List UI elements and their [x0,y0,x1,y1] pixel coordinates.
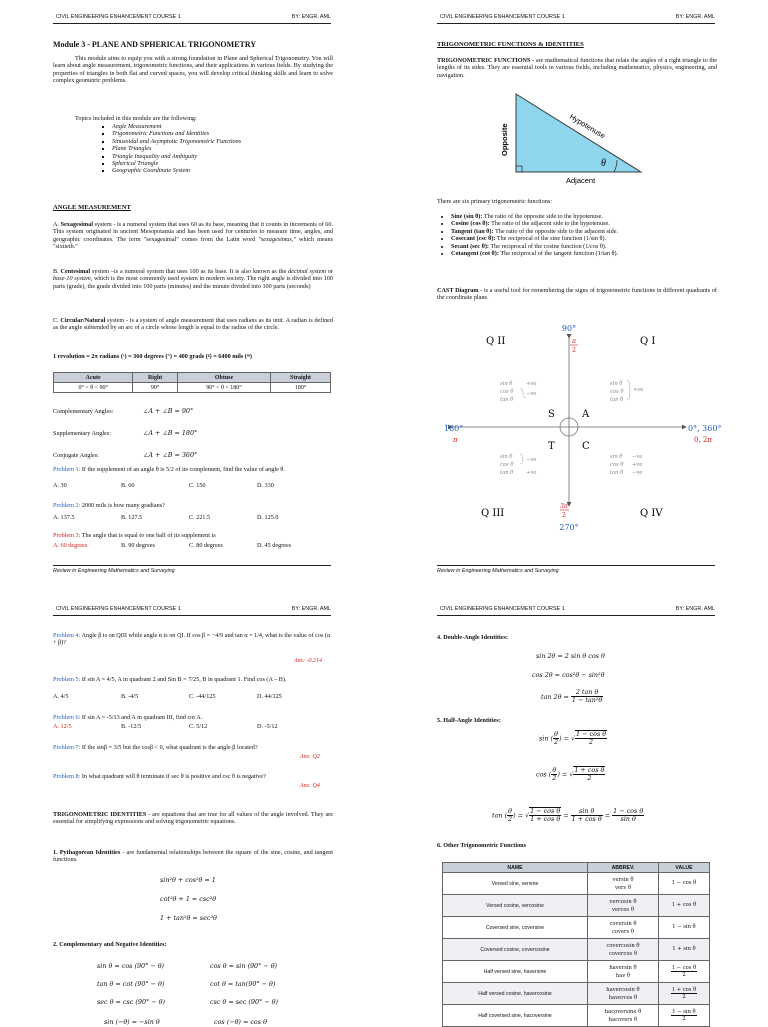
complementary-identity: sec θ = csc (90° − θ) [97,998,165,1006]
negative-identity: sin (−θ) = −sin θ [104,1018,160,1026]
value-cell: $\frac{\text{1 − sin θ}}{2}$ [659,1005,710,1027]
svg-text:+ve: +ve [632,462,643,468]
svg-text:−ve: −ve [632,454,643,460]
svg-text:cos θ: cos θ [610,389,624,395]
function-name-cell: Half versed sine, haversine [443,961,588,983]
angle-270-label: 270° [559,523,579,532]
abbrev-cell: versin θ vers θ [588,873,659,895]
q3-signs [500,454,536,476]
svg-text:tan θ: tan θ [610,470,624,476]
author: BY: ENGR. AML [675,14,715,20]
value-cell: $\frac{\text{1 + cos θ}}{2}$ [659,983,710,1005]
theta-label: θ [601,158,606,169]
problem-1-options: A. 30 B. 60 C. 150 D. 330 [53,482,274,489]
q4-signs [610,454,642,476]
half-angle-tan: tan ( $\frac{\theta}{2}$ ) = √ $\frac{\text{1 − cos θ}}{\text{1 + cos θ}}$ = $\frac{\text{sin θ}}{\text{1 + cos θ}}$ = $\frac{\text{1 − cos θ}}{\text{sin θ}}$ [492,806,644,824]
table-header: VALUE [659,863,710,873]
quadrant-4-label: Q IV [640,508,663,519]
cast-T: T [548,441,555,452]
topic-item: ▪ Plane Triangles [112,145,241,152]
double-angle-tan: tan 2θ = $\frac{\text{2 tan θ}}{\text{1 − tan²θ}}$ [541,688,603,705]
angle-3pi-over-2-den: 2 [562,512,566,519]
abbrev-cell: vercosin θ vercos θ [588,895,659,917]
function-name-cell: Half versed cosine, havercosine [443,983,588,1005]
pythagorean-identity: cot²θ + 1 = csc²θ [160,895,217,903]
double-angle-title: 4. Double-Angle Identities: [437,634,508,641]
topics-intro: Topics included in this module are the following: [75,115,197,122]
problem-5-options: A. 4/5 B. -4/5 C. -44/125 D. 44/125 [53,693,282,700]
topic-item: ▪ Trigonometric Functions and Identities [112,130,241,137]
function-name-cell: Half coversed sine, hacoversine [443,1005,588,1027]
complementary-title: 2. Complementary and Negative Identities: [53,941,167,948]
angle-90-label: 90° [561,324,577,333]
problem-2: Problem 2: 2000 mils is how many gradians? [53,502,165,509]
module-intro: This module aims to equip you with a strong foundation in Plane and Spherical Trigonometry. You will learn about angle measurement, trigonometric functions, and their applications in various fields. By studying the properties of triangles in both flat and curved spaces, you will develop critical thinking skills and learn to solve complex geometric problems. [53,55,333,85]
page-2 [384,0,768,580]
value-cell: 1 − sin θ [659,917,710,939]
svg-text:sin θ: sin θ [500,381,513,387]
double-angle-identity: cos 2θ = cos²θ − sin²θ [532,671,605,679]
svg-text:tan θ: tan θ [500,470,514,476]
section-heading: ANGLE MEASUREMENT [53,204,131,211]
function-name-cell: Versed sine, versine [443,873,588,895]
svg-text:tan θ: tan θ [610,397,624,403]
topic-item: ▪ Triangle Inequality and Ambiguity [112,153,241,160]
complementary-identity: tan θ = cot (90° − θ) [97,980,165,988]
half-angle-title: 5. Half-Angle Identities: [437,717,501,724]
function-item: • Sine (sin θ): The ratio of the opposite side to the hypotenuse. [451,213,721,220]
cast-intro: CAST Diagram - is a useful tool for remembering the signs of trigonometric functions in different quadrants of the coordinate plane. [437,287,717,302]
course-title: CIVIL ENGINEERING ENHANCEMENT COURSE 1 [440,14,565,20]
functions-list [441,213,721,257]
problem-1: Problem 1: If the supplement of an angle θ is 5/2 of its complement, find the value of angle θ. [53,466,285,473]
table-row [443,1005,710,1027]
complementary-identity: csc θ = sec (90° − θ) [210,998,278,1006]
problem-3-options: A. 60 degrees B. 90 degrees C. 80 degrees D. 45 degrees [53,542,292,549]
author: BY: ENGR. AML [675,606,715,612]
value-cell: 1 + sin θ [659,939,710,961]
page-header [53,13,331,24]
page-footer: Review in Engineering Mathematics and Surveying [437,565,715,574]
svg-text:cos θ: cos θ [500,462,514,468]
svg-text:−ve: −ve [526,457,537,463]
trig-functions-intro: TRIGONOMETRIC FUNCTIONS - are mathematical functions that relate the angles of a right triangle to the lengths of its sides. They are essential tools in various fields, including mathematics, physics, engineering, and navigation. [437,57,717,79]
identities-intro: TRIGONOMETRIC IDENTITIES - are equations that are true for all values of the angle involved. They are essential for simplifying expressions and solving trigonometric equations. [53,811,333,826]
angle-pair: Complementary Angles: ∠A + ∠B = 90° [53,407,194,415]
topic-item: ▪ Spherical Triangle [112,160,241,167]
problem-6: Problem 6: If sin A = -5/13 and A in quadrant III, find cot A. [53,714,203,721]
page-header [437,13,715,24]
other-functions-title: 6. Other Trigonometric Functions [437,842,527,849]
abbrev-cell: covercosin θ covercos θ [588,939,659,961]
topic-item: ▪ Angle Measurement [112,123,241,130]
function-item: • Secant (sec θ): The reciprocal of the cosine function (1/cos θ). [451,243,721,250]
function-item: • Cotangent (cot θ): The reciprocal of the tangent function (1/tan θ). [451,250,721,257]
author: BY: ENGR. AML [291,606,331,612]
pythagorean-intro: 1. Pythagorean Identities - are fundamental relationships between the square of the sine, cosine, and tangent functions. [53,849,333,864]
revolution-equation: 1 revolution = 2π radians (ᶜ) = 360 degrees (°) = 400 grads (ᵍ) = 6400 mils (ᵐ) [53,353,252,360]
problem-4: Problem 4: Angle β is on QIII while angle α is on QI. If cos β = −4/9 and tan α = 1/4, what is the value of cos (α + β)? [53,632,331,647]
problem-7-answer: Ans: Q2 [300,754,320,760]
angle-0-360-label: 0°, 360° [688,424,722,433]
table-header: Straight [271,373,331,383]
svg-text:+ve: +ve [633,387,644,393]
opposite-label: Opposite [500,123,509,156]
author: BY: ENGR. AML [291,14,331,20]
cast-diagram [444,318,722,543]
abbrev-cell: coversin θ covers θ [588,917,659,939]
centesimal-paragraph: B. Centesimal system –is a numeral system that uses 100 as its base. It is also known as the decimal system or base-10 system, which is the most commonly used system in modern society. The right angle is divided into 100 parts (grade), the grade divided into 100 parts (minutes) and the minute divided into 100 parts (seconds) [53,268,333,290]
page-3 [0,592,384,1024]
svg-text:cos θ: cos θ [500,389,514,395]
quadrant-2-label: Q II [486,336,506,347]
table-row [443,917,710,939]
angle-pair: Supplementary Angles: ∠A + ∠B = 180° [53,429,198,437]
module-title: Module 3 - PLANE AND SPHERICAL TRIGONOMETRY [53,40,257,49]
table-row [443,961,710,983]
double-angle-identity: sin 2θ = 2 sin θ cos θ [536,652,605,660]
value-cell: 1 − cos θ [659,873,710,895]
cast-A: A [582,409,590,420]
function-item: • Tangent (tan θ): The ratio of the opposite side to the adjacent side. [451,228,721,235]
svg-text:+ve: +ve [526,381,537,387]
course-title: CIVIL ENGINEERING ENHANCEMENT COURSE 1 [440,606,565,612]
svg-text:−ve: −ve [526,391,537,397]
section-heading: TRIGONOMETRIC FUNCTIONS & IDENTITIES [437,41,584,48]
svg-text:sin θ: sin θ [610,381,623,387]
quadrant-3-label: Q III [481,508,505,519]
table-header: ABBREV. [588,863,659,873]
table-cell: 90° [133,383,178,393]
table-cell: 0° < θ < 90° [54,383,133,393]
page-1 [0,0,384,512]
cast-S: S [548,409,555,420]
abbrev-cell: hacoversine θ hacovers θ [588,1005,659,1027]
table-cell: 180° [271,383,331,393]
angle-180-label: 180° [444,424,464,433]
table-row [443,895,710,917]
complementary-identity: cot θ = tan(90° − θ) [210,980,276,988]
page-header [53,605,331,616]
table-header: NAME [443,863,588,873]
value-cell: 1 + cos θ [659,895,710,917]
problem-8-answer: Ans: Q4 [300,783,320,789]
right-triangle-diagram [489,88,659,188]
table-header: Acute [54,373,133,383]
svg-text:cos θ: cos θ [610,462,624,468]
negative-identity: cos (−θ) = cos θ [214,1018,267,1026]
course-title: CIVIL ENGINEERING ENHANCEMENT COURSE 1 [56,14,181,20]
svg-text:+ve: +ve [526,470,537,476]
angle-pi-label: π [453,436,458,444]
cast-C: C [582,441,590,452]
page-footer: Review in Engineering Mathematics and Surveying [53,565,331,574]
circular-paragraph: C. Circular/Natural system - is a system of angle measurement that uses radians as its unit. A radian is defined as the angle subtended by an arc of a circle whose length is equal to the radius of the circle. [53,317,333,332]
other-functions-table [442,862,710,1027]
problem-2-options: A. 137.5 B. 127.5 C. 221.5 D. 125.0 [53,514,279,521]
table-row [443,983,710,1005]
page-4 [384,592,768,1024]
pythagorean-identity: 1 + tan²θ = sec²θ [160,914,217,922]
pythagorean-identity: sin²θ + cos²θ = 1 [160,876,216,884]
problem-8: Problem 8: In what quadrant will θ terminate if sec θ is positive and csc θ is negative? [53,773,266,780]
function-item: • Cosecant (csc θ): The reciprocal of the sine function (1/sin θ). [451,235,721,242]
function-item: • Cosine (cos θ): The ratio of the adjacent side to the hypotenuse. [451,220,721,227]
angle-pair: Conjugate Angles: ∠A + ∠B = 360° [53,451,198,459]
q2-signs [500,381,536,403]
function-name-cell: Coversed cosine, covercosine [443,939,588,961]
complementary-identity: sin θ = cos (90° − θ) [97,962,165,970]
problem-5: Problem 5: If sin A = 4/5, A in quadrant 2 and Sin B = 7/25, B in quadrant 1. Find cos (A – B). [53,676,287,683]
svg-text:−ve: −ve [632,470,643,476]
table-cell: 90° < θ < 180° [177,383,270,393]
six-functions-intro: There are six primary trigonometric functions: [437,198,552,205]
problem-3: Problem 3: The angle that is equal to one half of its supplement is [53,532,216,539]
table-header: Right [133,373,178,383]
complementary-identity: cos θ = sin (90° − θ) [210,962,278,970]
topic-item: ▪ Geographic Coordinate System [112,167,241,174]
angle-3pi-over-2-num: 3π [560,503,568,510]
function-name-cell: Coversed sine, coversine [443,917,588,939]
q1-signs [610,380,643,403]
half-angle-cos: cos ( $\frac{\theta}{2}$ ) = √ $\frac{\text{1 + cos θ}}{2}$ [536,765,605,783]
topics-list [100,123,241,175]
angle-pi-over-2-num: π [572,338,576,345]
problem-7: Problem 7: If the sinβ = 3/5 but the cosβ < 0, what quadrant is the angle β located? [53,744,258,751]
adjacent-label: Adjacent [566,176,596,185]
quadrant-1-label: Q I [640,336,656,347]
page-header [437,605,715,616]
function-name-cell: Versed cosine, vercosine [443,895,588,917]
angle-pi-over-2-den: 2 [572,347,576,354]
problem-4-answer: Ans: -0.214 [294,658,322,664]
svg-text:sin θ: sin θ [610,454,623,460]
topic-item: ▪ Sinusoidal and Asymptotic Trigonometric Functions [112,138,241,145]
sexagesimal-paragraph: A. Sexagesimal system - is a numeral system that uses 60 as its base, meaning that it counts in increments of 60. This system originated in ancient Mesopotamia and has been used for centuries to measure time, angles, and geographic coordinates. The term "sexagesimal" comes from the Latin word "sexagesimus," which means "sixtieth." [53,221,333,251]
svg-text:tan θ: tan θ [500,397,514,403]
abbrev-cell: haversin θ hav θ [588,961,659,983]
half-angle-sin: sin ( $\frac{\theta}{2}$ ) = √ $\frac{\text{1 − cos θ}}{2}$ [539,729,607,747]
course-title: CIVIL ENGINEERING ENHANCEMENT COURSE 1 [56,606,181,612]
table-row [443,939,710,961]
angle-0-2pi-label: 0, 2π [694,436,712,444]
value-cell: $\frac{\text{1 − cos θ}}{2}$ [659,961,710,983]
abbrev-cell: havercosin θ havercos θ [588,983,659,1005]
problem-6-options: A. 12/5 B. -12/5 C. 5/12 D. -5/12 [53,723,278,730]
hypotenuse-label: Hypotenuse [567,111,607,141]
angle-table [53,372,331,393]
table-row [443,873,710,895]
table-header: Obtuse [177,373,270,383]
triangle-shape [516,94,641,172]
svg-text:sin θ: sin θ [500,454,513,460]
